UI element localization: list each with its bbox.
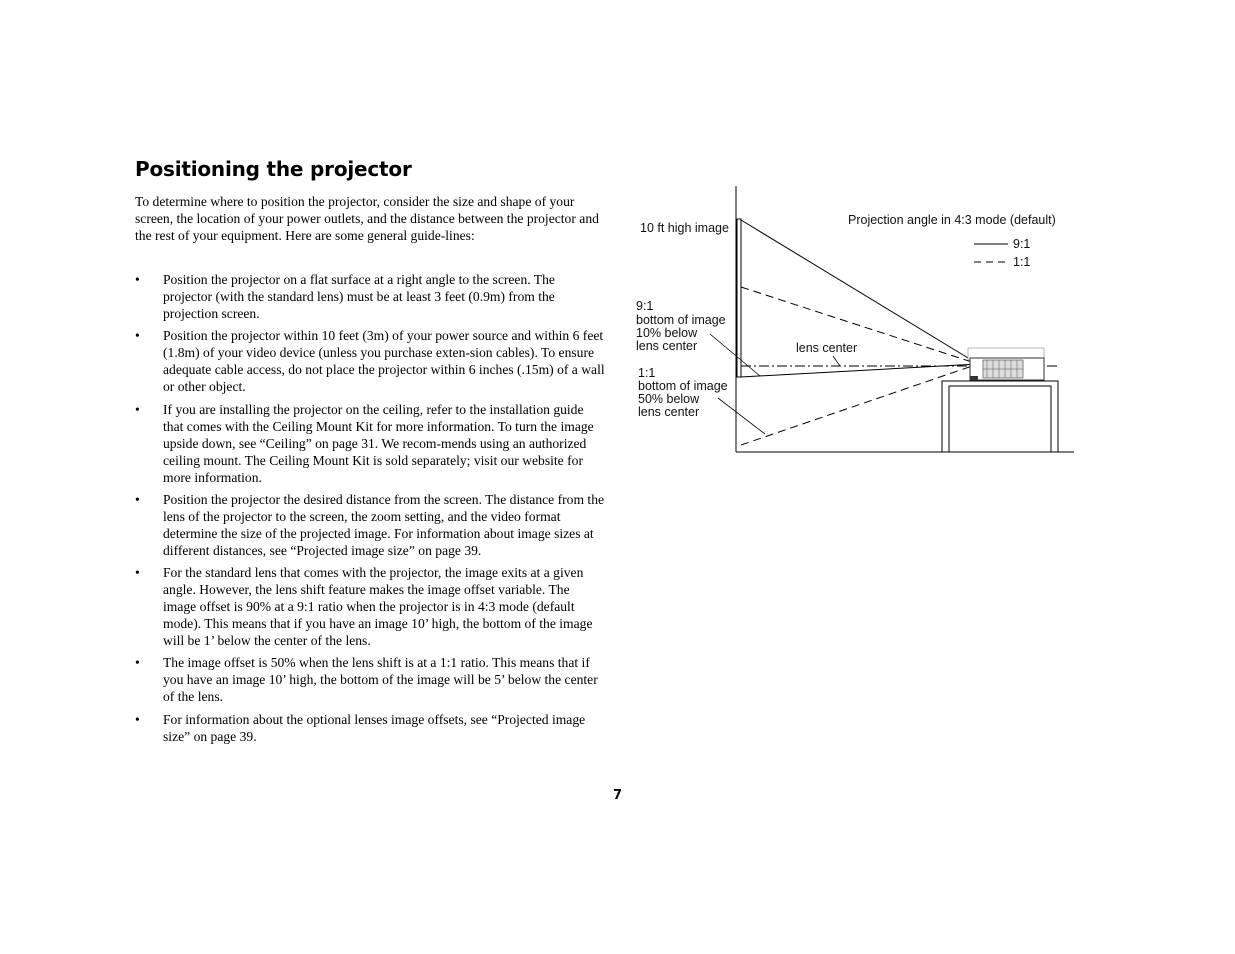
bullet-icon: • <box>135 401 140 417</box>
projection-angle-diagram <box>620 180 1090 465</box>
list-item <box>135 491 605 559</box>
legend-title: Projection angle in 4:3 mode (default) <box>848 213 1056 227</box>
list-item-text: Position the projector on a flat surface at a right angle to the screen. The projector (with the standard lens) must be at least 3 feet (0.9m) from the projection screen. <box>163 272 555 321</box>
bullet-icon: • <box>135 328 140 344</box>
page-number: 7 <box>612 788 623 803</box>
label-1-1-line: 50% below <box>638 392 700 406</box>
label-1-1-line: bottom of image <box>638 379 728 393</box>
list-item-text: Position the projector the desired distance from the screen. The distance from the lens of the projector to the screen, the zoom setting, and the video format determine the size of the projected image. For information about image sizes at different distances, see “Projected image size” on page 39. <box>163 491 605 558</box>
projection-line-9-1-top <box>741 220 978 364</box>
list-item-text: For the standard lens that comes with the projector, the image exits at a given angle. However, the lens shift feature makes the image offset variable. The image offset is 90% at a 9:1 ratio when the projector is in 4:3 mode (default mode). This means that if you have an image 10’ high, the bottom of the image will be 1’ below the center of the lens. <box>163 565 593 649</box>
label-9-1-line: 10% below <box>636 326 698 340</box>
bullet-icon: • <box>135 655 140 671</box>
image-height-label: 10 ft high image <box>640 221 729 235</box>
bullet-icon: • <box>135 711 140 727</box>
leader-line-1-1 <box>718 398 765 434</box>
intro-paragraph: To determine where to position the projector, consider the size and shape of your screen, the location of your power outlets, and the distance between the projector and the rest of your equipment. Here are some general guide-lines: <box>135 194 599 243</box>
list-item <box>135 327 605 395</box>
projector-icon <box>968 348 1044 380</box>
list-item <box>135 654 605 705</box>
bullet-icon: • <box>135 491 140 507</box>
label-9-1-line: 9:1 <box>636 299 654 313</box>
list-item-text: The image offset is 50% when the lens shift is at a 1:1 ratio. This means that if you have an image 10’ high, the bottom of the image will be 5’ below the center of the lens. <box>163 655 598 705</box>
label-1-1-line: 1:1 <box>638 366 656 380</box>
page-title: Positioning the projector <box>135 157 412 181</box>
label-9-1 <box>636 299 726 353</box>
label-9-1-line: lens center <box>636 339 698 353</box>
list-item <box>135 271 605 322</box>
leader-line-9-1 <box>710 334 760 376</box>
guidelines-list <box>135 271 605 750</box>
bullet-icon: • <box>135 565 140 581</box>
lens-center-label: lens center <box>796 341 858 355</box>
list-item-text: If you are installing the projector on the ceiling, refer to the installation guide that comes with the Ceiling Mount Kit for more information. To turn the image upside down, see “Ceiling” on page 31. We recom-mends using an authorized ceiling mount. The Ceiling Mount Kit is sold separately; visit our website for more information. <box>163 401 594 485</box>
projection-screen <box>737 219 741 377</box>
legend-dashed-label: 1:1 <box>1013 255 1031 269</box>
list-item <box>135 564 605 649</box>
list-item <box>135 711 605 745</box>
list-item <box>135 401 605 486</box>
table <box>942 381 1058 452</box>
label-1-1 <box>638 366 728 419</box>
legend-solid-label: 9:1 <box>1013 237 1031 251</box>
label-9-1-line: bottom of image <box>636 313 726 327</box>
projection-line-1-1-top <box>741 287 978 364</box>
list-item-text: For information about the optional lenses image offsets, see “Projected image size” on page 39. <box>163 711 586 744</box>
list-item-text: Position the projector within 10 feet (3m) of your power source and within 6 feet (1.8m) of your video device (unless you purchase exten-sion cables). To ensure adequate cable access, do not place the projector within 6 inches (.15m) of a wall or other object. <box>163 328 605 395</box>
leader-line-lens-center <box>833 356 840 366</box>
label-1-1-line: lens center <box>638 405 700 419</box>
bullet-icon: • <box>135 272 140 287</box>
